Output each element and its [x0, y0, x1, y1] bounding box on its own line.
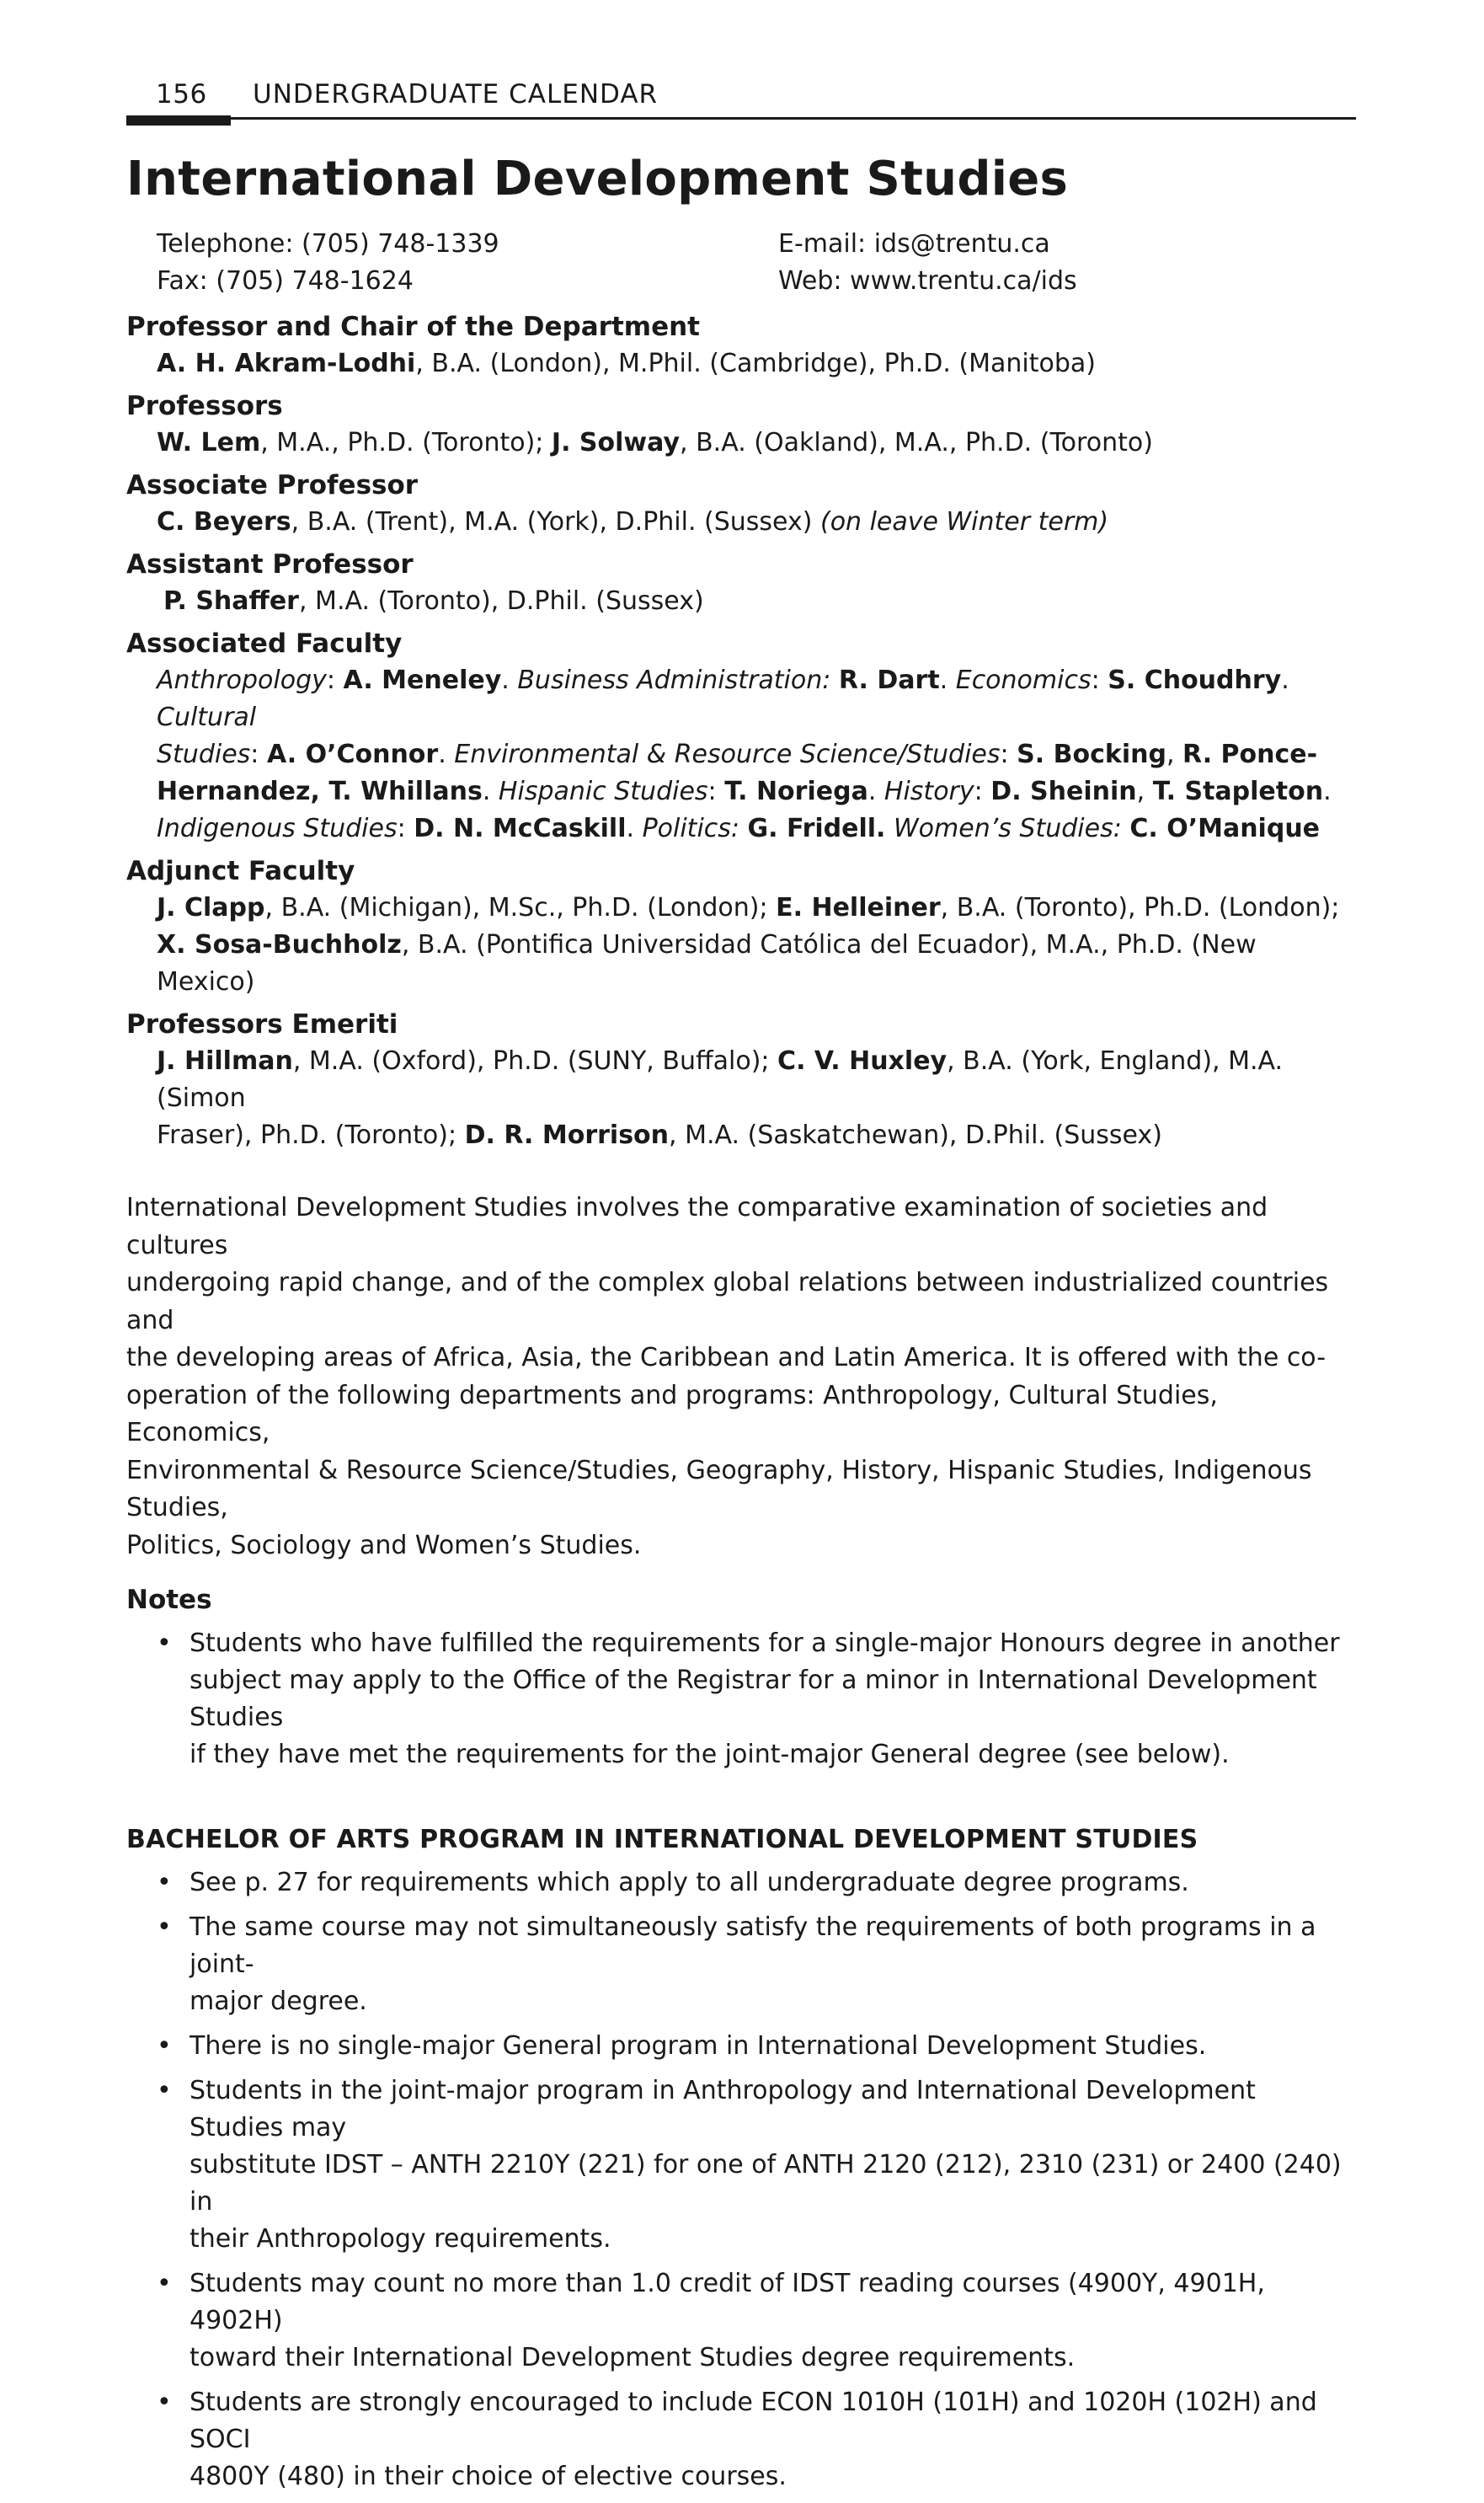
intro-line: Politics, Sociology and Women’s Studies. [126, 1530, 642, 1560]
bullet-item [126, 2384, 1356, 2495]
bullet-icon: • [157, 2388, 172, 2417]
adjunct-heading: Adjunct Faculty [126, 856, 355, 886]
faculty-name: A. Meneley [343, 666, 502, 695]
text-run: : [250, 740, 267, 769]
professor-name: W. Lem [157, 428, 261, 457]
faculty-name: D. R. Morrison [464, 1120, 670, 1150]
bullet-text-line: toward their International Development Studies degree requirements. [190, 2343, 1076, 2372]
associate-name: C. Beyers [157, 507, 291, 537]
text-run: , M.A. (Saskatchewan), D.Phil. (Sussex) [669, 1120, 1162, 1150]
bullet-icon: • [157, 1912, 172, 1942]
emeriti-line [157, 1043, 1356, 1117]
faculty-name: D. Sheinin [990, 777, 1137, 806]
running-title: UNDERGRADUATE CALENDAR [253, 79, 659, 110]
text-run: : [397, 814, 414, 843]
contact-right [778, 226, 1077, 300]
bullet-item [126, 1909, 1356, 2020]
associated-faculty-line [157, 736, 1356, 773]
associate-credentials: , B.A. (Trent), M.A. (York), D.Phil. (Sussex) [291, 507, 820, 537]
text-run: Fraser), Ph.D. (Toronto); [157, 1120, 465, 1150]
adjunct-faculty-line [157, 927, 1356, 1001]
faculty-name: T. Stapleton [1152, 777, 1324, 806]
associate-line [157, 504, 1356, 541]
emeriti-list [126, 1043, 1356, 1154]
emeriti-heading: Professors Emeriti [126, 1009, 398, 1040]
text-run: : [326, 666, 344, 695]
text-run: . [939, 666, 956, 695]
bullet-text-line: substitute IDST – ANTH 2210Y (221) for one of ANTH 2120 (212), 2310 (231) or 2400 (240) in [190, 2150, 1342, 2217]
bullet-text-line: Students who have fulfilled the requirements for a single-major Honours degree in another [190, 1629, 1340, 1658]
bullet-item [126, 2028, 1356, 2065]
text-run: . [1323, 777, 1332, 806]
running-head [126, 74, 1356, 118]
ba-program-list [126, 1864, 1356, 2495]
department-name: Politics: [642, 814, 748, 843]
faculty-name: R. Ponce- [1182, 740, 1318, 769]
professor-credentials: , M.A., Ph.D. (Toronto); [260, 428, 552, 457]
text-run [885, 814, 894, 843]
text-run: , [1136, 777, 1153, 806]
department-name: Cultural [157, 703, 257, 732]
professors-heading: Professors [126, 391, 283, 421]
assistant-line [163, 583, 1356, 620]
faculty-name: X. Sosa-Buchholz [157, 930, 402, 960]
faculty-name: S. Bocking [1017, 740, 1166, 769]
faculty-name: G. Fridell. [747, 814, 886, 843]
department-name: Indigenous Studies [157, 814, 398, 843]
content [126, 303, 1356, 2503]
intro-line: undergoing rapid change, and of the complex global relations between industrialized countries and [126, 1268, 1329, 1335]
chair-credentials: , B.A. (London), M.Phil. (Cambridge), Ph.D. (Manitoba) [415, 349, 1096, 378]
associated-faculty-line [157, 773, 1356, 810]
faculty-name: J. Hillman [157, 1046, 293, 1076]
text-run: . [1281, 666, 1289, 695]
bullet-text-line: their Anthropology requirements. [190, 2224, 611, 2254]
faculty-name: T. Noriega [724, 777, 868, 806]
header-rule-thick [126, 115, 231, 126]
faculty-name: C. V. Huxley [777, 1046, 948, 1076]
email[interactable]: E-mail: ids@trentu.ca [778, 229, 1050, 259]
professor-name: J. Solway [551, 428, 681, 457]
bullet-icon: • [157, 2269, 172, 2298]
page-number: 156 [156, 79, 207, 110]
department-name: Anthropology [157, 666, 327, 695]
text-run: . [867, 777, 884, 806]
notes-heading: Notes [126, 1585, 212, 1615]
chair-heading: Professor and Chair of the Department [126, 312, 700, 342]
text-run: : [707, 777, 725, 806]
faculty-name: A. O’Connor [266, 740, 439, 769]
bullet-text-line: 4800Y (480) in their choice of elective courses. [190, 2462, 787, 2491]
department-name: Environmental & Resource Science/Studies [454, 740, 1001, 769]
intro-line: the developing areas of Africa, Asia, the Caribbean and Latin America. It is offered with the co- [126, 1343, 1327, 1372]
chair-name: A. H. Akram-Lodhi [157, 349, 416, 378]
department-name: Women’s Studies: [894, 814, 1130, 843]
text-run: . [482, 777, 499, 806]
faculty-name: C. O’Manique [1129, 814, 1321, 843]
text-run: . [501, 666, 518, 695]
text-run: , B.A. (York, England), M.A. (Simon [157, 1046, 1284, 1113]
associated-heading: Associated Faculty [126, 628, 403, 659]
bullet-item [126, 1625, 1356, 1773]
intro-line: Environmental & Resource Science/Studies, Geography, History, Hispanic Studies, Indigenous Studies, [126, 1455, 1312, 1522]
bullet-text-line: subject may apply to the Office of the Registrar for a minor in International Development Studies [190, 1666, 1317, 1732]
page-title: International Development Studies [126, 152, 1069, 206]
text-run: , [1166, 740, 1183, 769]
assistant-heading: Assistant Professor [126, 549, 414, 580]
bullet-text-line: Students are strongly encouraged to include ECON 1010H (101H) and 1020H (102H) and SOCI [190, 2388, 1317, 2454]
faculty-name: S. Choudhry [1108, 666, 1282, 695]
text-run: , M.A. (Oxford), Ph.D. (SUNY, Buffalo); [292, 1046, 778, 1076]
assistant-credentials: , M.A. (Toronto), D.Phil. (Sussex) [298, 586, 704, 616]
bullet-text-line: The same course may not simultaneously satisfy the requirements of both programs in a joint- [190, 1912, 1316, 1979]
department-name: History [883, 777, 974, 806]
bullet-icon: • [157, 2031, 172, 2061]
faculty-name: Hernandez, T. Whillans [157, 777, 483, 806]
department-name: Business Administration: [517, 666, 839, 695]
intro-line: International Development Studies involves the comparative examination of societies and cultures [126, 1193, 1268, 1260]
associate-heading: Associate Professor [126, 470, 419, 500]
associated-faculty-line [157, 810, 1356, 848]
bullet-icon: • [157, 2076, 172, 2105]
text-run: , B.A. (Pontifica Universidad Católica del Ecuador), M.A., Ph.D. (New Mexico) [157, 930, 1257, 997]
web[interactable]: Web: www.trentu.ca/ids [778, 266, 1077, 296]
bullet-text-line: major degree. [190, 1987, 367, 2016]
bullet-text-line: Students in the joint-major program in Anthropology and International Development Studies may [190, 2076, 1256, 2142]
bullet-item [126, 2265, 1356, 2377]
emeriti-line [157, 1117, 1356, 1154]
text-run: , B.A. (Michigan), M.Sc., Ph.D. (London); [264, 893, 777, 923]
header-rule-thin [231, 117, 1356, 120]
department-name: Economics [955, 666, 1092, 695]
associated-faculty-line [157, 662, 1356, 736]
faculty-name: E. Helleiner [776, 893, 941, 923]
professor-credentials: , B.A. (Oakland), M.A., Ph.D. (Toronto) [680, 428, 1153, 457]
associated-faculty-list [126, 662, 1356, 848]
leave-note: (on leave Winter term) [819, 507, 1109, 537]
ba-program-heading: BACHELOR OF ARTS PROGRAM IN INTERNATIONAL DEVELOPMENT STUDIES [126, 1825, 1198, 1854]
adjunct-faculty-list [126, 890, 1356, 1001]
notes-list [126, 1625, 1356, 1773]
text-run: , B.A. (Toronto), Ph.D. (London); [940, 893, 1340, 923]
bullet-item [126, 2072, 1356, 2258]
bullet-item [126, 1864, 1356, 1901]
calendar-page [126, 74, 1356, 2491]
bullet-text-line: if they have met the requirements for the joint-major General degree (see below). [190, 1740, 1230, 1769]
faculty-name: D. N. McCaskill [414, 814, 627, 843]
bullet-text-line: Students may count no more than 1.0 credit of IDST reading courses (4900Y, 4901H, 4902H) [190, 2269, 1265, 2335]
bullet-icon: • [157, 1868, 172, 1897]
telephone: Telephone: (705) 748-1339 [157, 229, 499, 259]
professors-line [157, 425, 1356, 462]
bullet-icon: • [157, 1629, 172, 1658]
fax: Fax: (705) 748-1624 [157, 266, 414, 296]
department-name: Studies [157, 740, 251, 769]
assistant-name: P. Shaffer [163, 586, 299, 616]
department-name: Hispanic Studies [498, 777, 708, 806]
contact-left [157, 226, 499, 300]
bullet-text-line: See p. 27 for requirements which apply to all undergraduate degree programs. [190, 1868, 1189, 1897]
intro-paragraph [126, 1190, 1356, 1564]
text-run: : [1000, 740, 1017, 769]
chair-line [157, 345, 1356, 382]
adjunct-faculty-line [157, 890, 1356, 927]
intro-line: operation of the following departments and programs: Anthropology, Cultural Studies, Economics, [126, 1380, 1218, 1447]
text-run: . [626, 814, 643, 843]
faculty-name: J. Clapp [157, 893, 265, 923]
faculty-name: R. Dart [838, 666, 940, 695]
text-run: : [1091, 666, 1108, 695]
text-run: . [438, 740, 455, 769]
bullet-text-line: There is no single-major General program in International Development Studies. [190, 2031, 1207, 2061]
text-run: : [974, 777, 991, 806]
